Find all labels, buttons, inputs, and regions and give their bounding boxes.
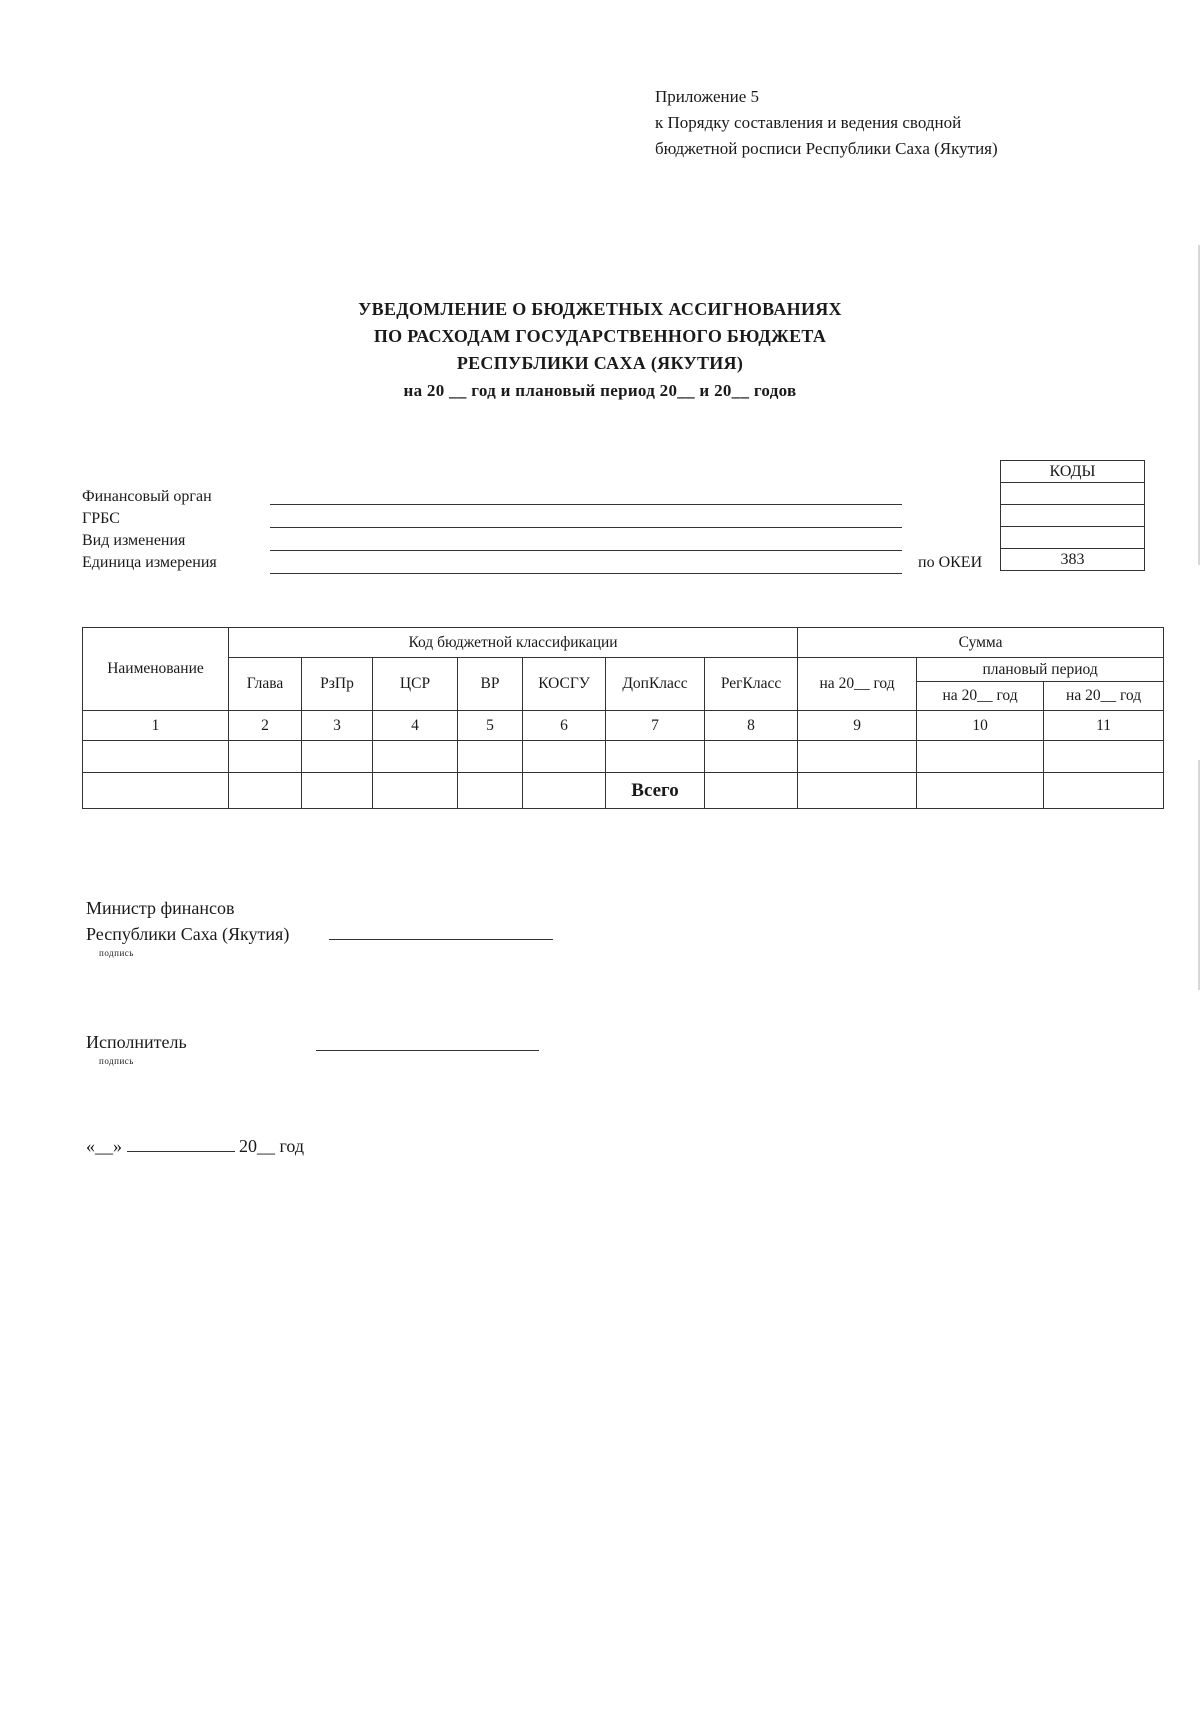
column-number: 6 <box>523 711 606 741</box>
code-change-type[interactable] <box>1001 527 1145 549</box>
table-cell[interactable] <box>917 741 1044 773</box>
financial-body-label: Финансовый орган <box>82 488 212 505</box>
unit-line[interactable] <box>270 573 902 574</box>
code-okei: 383 <box>1001 549 1145 571</box>
table-cell[interactable] <box>458 773 523 809</box>
table-cell[interactable] <box>798 741 917 773</box>
table-cell[interactable] <box>83 773 229 809</box>
total-year-current[interactable] <box>705 773 798 809</box>
column-number: 1 <box>83 711 229 741</box>
allocations-table <box>82 627 1164 809</box>
title-line-2: ПО РАСХОДАМ ГОСУДАРСТВЕННОГО БЮДЖЕТА <box>373 326 827 346</box>
financial-body-line[interactable] <box>270 504 902 505</box>
table-cell[interactable] <box>83 741 229 773</box>
classification-header: Код бюджетной классификации <box>229 628 798 658</box>
grbs-line[interactable] <box>270 527 902 528</box>
okei-label: по ОКЕИ <box>918 554 983 571</box>
table-cell[interactable] <box>606 741 705 773</box>
column-number: 9 <box>798 711 917 741</box>
code-grbs[interactable] <box>1001 505 1145 527</box>
col-glava: Глава <box>229 658 302 711</box>
appendix-line-2: к Порядку составления и ведения сводной <box>655 113 962 132</box>
name-header: Наименование <box>83 628 229 711</box>
column-number: 2 <box>229 711 302 741</box>
title-line-3: РЕСПУБЛИКИ САХА (ЯКУТИЯ) <box>456 353 744 373</box>
date-line <box>86 1136 304 1157</box>
col-vr: ВР <box>458 658 523 711</box>
executor-signature-line[interactable] <box>316 1050 539 1051</box>
table-cell[interactable] <box>1044 773 1164 809</box>
col-csr: ЦСР <box>373 658 458 711</box>
sum-header: Сумма <box>798 628 1164 658</box>
code-financial-body[interactable] <box>1001 483 1145 505</box>
col-dopklass: ДопКласс <box>606 658 705 711</box>
total-year-plan-1[interactable] <box>798 773 917 809</box>
executor-signature-caption: подпись <box>99 1056 134 1066</box>
minister-title <box>86 895 289 947</box>
appendix-line-3: бюджетной росписи Республики Саха (Якутия) <box>655 139 998 158</box>
col-year-plan-2: на 20__ год <box>1044 682 1164 711</box>
column-number: 5 <box>458 711 523 741</box>
column-number-row <box>83 711 1164 741</box>
change-type-label: Вид изменения <box>82 532 186 549</box>
column-number: 11 <box>1044 711 1164 741</box>
column-number: 8 <box>705 711 798 741</box>
date-month-blank[interactable] <box>127 1151 235 1152</box>
title-line-1: УВЕДОМЛЕНИЕ О БЮДЖЕТНЫХ АССИГНОВАНИЯХ <box>358 299 842 319</box>
minister-line-1: Министр финансов <box>86 898 235 918</box>
table-cell[interactable] <box>705 741 798 773</box>
date-day[interactable]: «__» <box>86 1136 122 1156</box>
date-year[interactable]: 20__ <box>239 1136 275 1156</box>
table-cell[interactable] <box>373 741 458 773</box>
appendix-number: Приложение 5 <box>655 87 759 106</box>
minister-signature-caption: подпись <box>99 948 134 958</box>
table-cell[interactable] <box>458 741 523 773</box>
col-kosgu: КОСГУ <box>523 658 606 711</box>
appendix-block <box>655 84 998 162</box>
col-year-current: на 20__ год <box>798 658 917 711</box>
minister-signature-line[interactable] <box>329 939 553 940</box>
grbs-label: ГРБС <box>82 510 120 527</box>
table-cell[interactable] <box>523 773 606 809</box>
total-row <box>83 773 1164 809</box>
change-type-line[interactable] <box>270 550 902 551</box>
col-rzpr: РзПр <box>302 658 373 711</box>
date-year-word: год <box>279 1136 305 1156</box>
column-number: 3 <box>302 711 373 741</box>
executor-label: Исполнитель <box>86 1032 187 1052</box>
codes-box <box>1000 460 1145 571</box>
column-number: 4 <box>373 711 458 741</box>
table-cell[interactable] <box>229 773 302 809</box>
table-cell[interactable] <box>373 773 458 809</box>
table-cell[interactable] <box>1044 741 1164 773</box>
col-regklass: РегКласс <box>705 658 798 711</box>
table-cell[interactable] <box>523 741 606 773</box>
table-cell[interactable] <box>302 741 373 773</box>
title-period: на 20 __ год и плановый период 20__ и 20__ годов <box>403 381 797 400</box>
unit-label: Единица измерения <box>82 554 217 571</box>
table-cell[interactable] <box>302 773 373 809</box>
total-label: Всего <box>606 773 705 809</box>
minister-line-2: Республики Саха (Якутия) <box>86 924 290 944</box>
column-number: 10 <box>917 711 1044 741</box>
total-year-plan-2[interactable] <box>917 773 1044 809</box>
table-cell[interactable] <box>229 741 302 773</box>
column-number: 7 <box>606 711 705 741</box>
table-row <box>83 741 1164 773</box>
col-year-plan-1: на 20__ год <box>917 682 1044 711</box>
codes-header: КОДЫ <box>1001 461 1145 483</box>
document-title <box>0 296 1200 404</box>
planned-period-header: плановый период <box>917 658 1164 682</box>
